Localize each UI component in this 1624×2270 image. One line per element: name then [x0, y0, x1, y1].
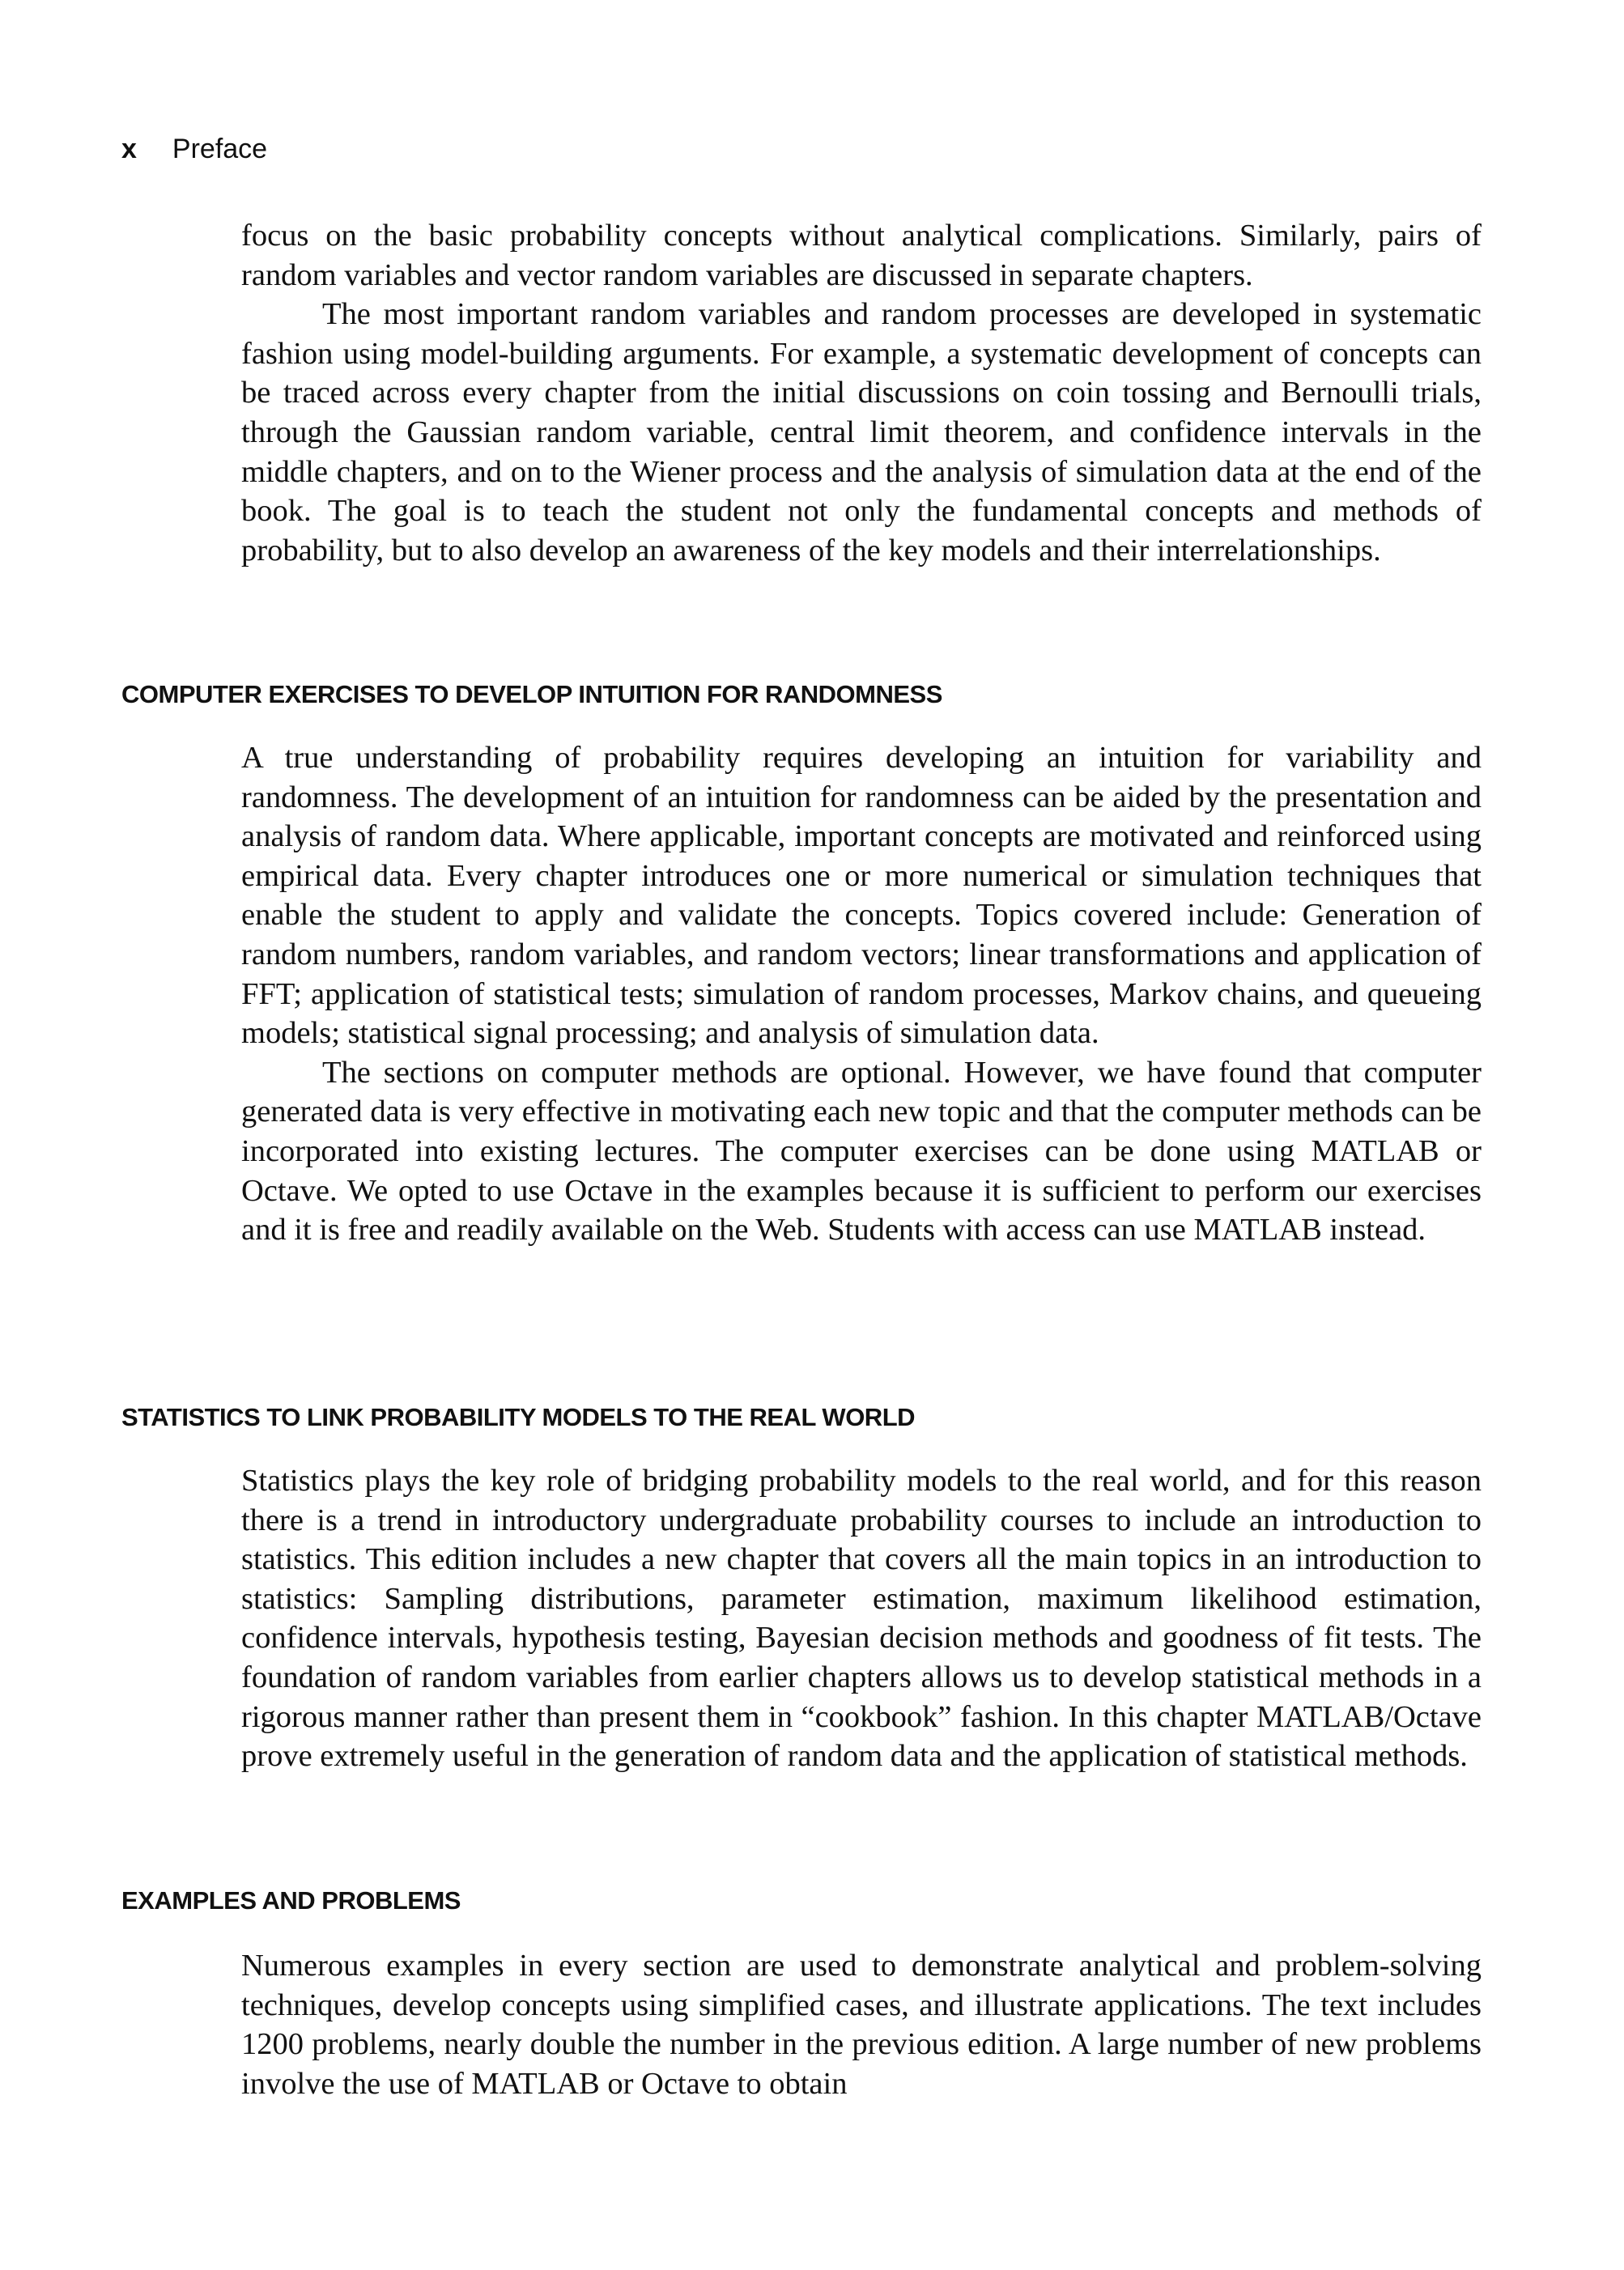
paragraph: Statistics plays the key role of bridging probability models to the real world, and for this reason there is a trend in introductory undergraduate probability courses to include an introduction to statistics. This edition includes a new chapter that covers all the main topics in an introduction to statistics: Sampling distributions, parameter estimation, maximum likelihood estimation, confidence intervals, hypothesis testing, Bayesian decision methods and goodness of fit tests. The foundation of random variables from earlier chapters allows us to develop statistical methods in a rigorous manner rather than present them in “cookbook” fashion. In this chapter MATLAB/Octave prove extremely useful in the generation of random data and the application of statistical methods. — [241, 1464, 1482, 1774]
paragraph: focus on the basic probability concepts without analytical complications. Similarly, pairs of random variables and vector random variables are discussed in separate chapters. — [241, 219, 1482, 292]
statistics-text-block — [241, 1461, 1482, 1776]
paragraph: A true understanding of probability requires developing an intuition for variability and randomness. The development of an intuition for randomness can be aided by the presentation and analysis of random data. Where applicable, important concepts are motivated and reinforced using empirical data. Every chapter introduces one or more numerical or simulation techniques that enable the student to apply and validate the concepts. Topics covered include: Generation of random numbers, random variables, and random vectors; linear transformations and application of FFT; application of statistical tests; simulation of random processes, Markov chains, and queueing models; statistical signal processing; and analysis of simulation data. — [241, 741, 1482, 1051]
computer-exercises-text-block — [241, 738, 1482, 1250]
running-head — [121, 134, 267, 165]
running-title: Preface — [172, 134, 268, 164]
paragraph: The sections on computer methods are optional. However, we have found that computer generated data is very effective in motivating each new topic and that the computer methods can be incorporated into existing lectures. The computer exercises can be done using MATLAB or Octave. We opted to use Octave in the examples because it is sufficient to perform our exercises and it is free and readily available on the Web. Students with access can use MATLAB instead. — [241, 1055, 1482, 1248]
section-heading-examples: EXAMPLES AND PROBLEMS — [121, 1886, 461, 1915]
intro-text-block — [241, 216, 1482, 570]
paragraph: The most important random variables and random processes are developed in systematic fashion using model-building arguments. For example, a systematic development of concepts can be traced across every chapter from the initial discussions on coin tossing and Bernoulli trials, through the Gaussian random variable, central limit theorem, and confidence intervals in the middle chapters, and on to the Wiener process and the analysis of simulation data at the end of the book. The goal is to teach the student not only the fundamental concepts and methods of probability, but to also develop an awareness of the key models and their interrelationships. — [241, 297, 1482, 568]
section-heading-statistics: STATISTICS TO LINK PROBABILITY MODELS TO THE REAL WORLD — [121, 1403, 916, 1431]
examples-text-block — [241, 1946, 1482, 2103]
paragraph: Numerous examples in every section are used to demonstrate analytical and problem-solving techniques, develop concepts using simplified cases, and illustrate applications. The text includes 1200 problems, nearly double the number in the previous edition. A large number of new problems involve the use of MATLAB or Octave to obtain — [241, 1949, 1482, 2101]
page-number: x — [121, 134, 137, 164]
section-heading-computer-exercises: COMPUTER EXERCISES TO DEVELOP INTUITION FOR RANDOMNESS — [121, 680, 942, 708]
